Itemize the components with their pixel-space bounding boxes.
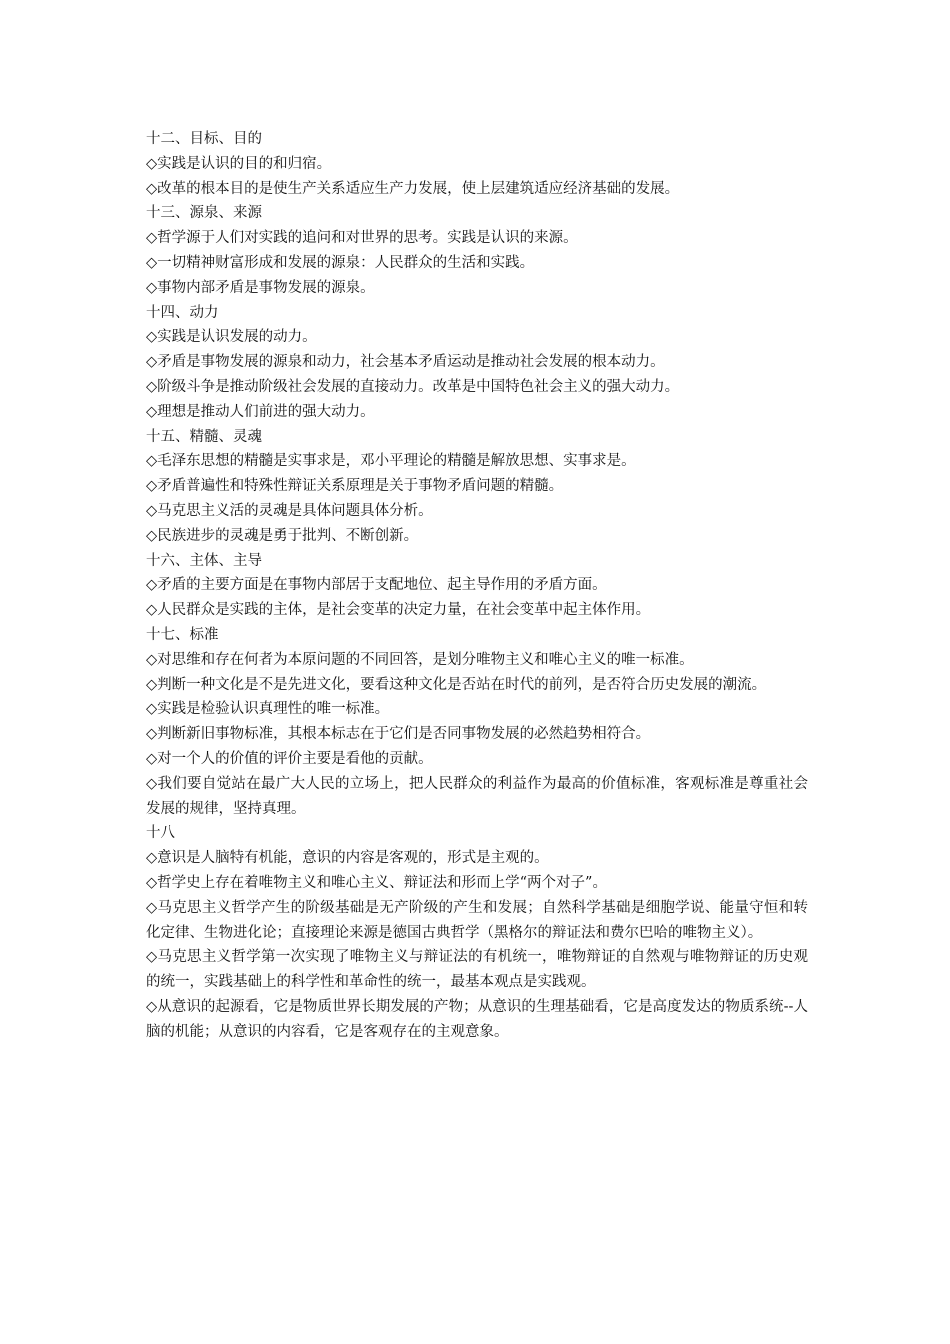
bullet-item: ◇人民群众是实践的主体，是社会变革的决定力量，在社会变革中起主体作用。 <box>146 602 651 619</box>
bullet-item: ◇实践是认识发展的动力。 <box>146 329 317 346</box>
section-heading-18: 十八 <box>146 825 175 842</box>
bullet-item: ◇实践是认识的目的和归宿。 <box>146 155 332 172</box>
bullet-item: ◇事物内部矛盾是事物发展的源泉。 <box>146 279 375 296</box>
bullet-item: ◇从意识的起源看，它是物质世界长期发展的产物；从意识的生理基础看，它是高度发达的物质系统--人脑的机能；从意识的内容看，它是客观存在的主观意象。 <box>146 998 808 1040</box>
section-heading-17: 十七、标准 <box>146 626 219 643</box>
section-heading-12: 十二、目标、目的 <box>146 131 262 147</box>
bullet-item: ◇马克思主义哲学第一次实现了唯物主义与辩证法的有机统一，唯物辩证的自然观与唯物辩证的历史观的统一，实践基础上的科学性和革命性的统一，最基本观点是实践观。 <box>146 949 808 991</box>
bullet-item: ◇矛盾的主要方面是在事物内部居于支配地位、起主导作用的矛盾方面。 <box>146 577 607 594</box>
bullet-item: ◇哲学史上存在着唯物主义和唯心主义、辩证法和形而上学“两个对子”。 <box>146 874 607 891</box>
bullet-item: ◇矛盾是事物发展的源泉和动力，社会基本矛盾运动是推动社会发展的根本动力。 <box>146 354 665 371</box>
bullet-item: ◇毛泽东思想的精髓是实事求是，邓小平理论的精髓是解放思想、实事求是。 <box>146 453 636 470</box>
bullet-item: ◇实践是检验认识真理性的唯一标准。 <box>146 701 390 718</box>
bullet-item: ◇阶级斗争是推动阶级社会发展的直接动力。改革是中国特色社会主义的强大动力。 <box>146 378 680 395</box>
bullet-item: ◇对思维和存在何者为本原问题的不同回答，是划分唯物主义和唯心主义的唯一标准。 <box>146 651 694 668</box>
bullet-item: ◇哲学源于人们对实践的追问和对世界的思考。实践是认识的来源。 <box>146 230 578 247</box>
bullet-item: ◇马克思主义活的灵魂是具体问题具体分析。 <box>146 502 433 519</box>
bullet-item: ◇判断新旧事物标准，其根本标志在于它们是否同事物发展的必然趋势相符合。 <box>146 726 651 743</box>
bullet-item: ◇改革的根本目的是使生产关系适应生产力发展，使上层建筑适应经济基础的发展。 <box>146 180 680 197</box>
bullet-item: ◇对一个人的价值的评价主要是看他的贡献。 <box>146 750 433 767</box>
bullet-item: ◇民族进步的灵魂是勇于批判、不断创新。 <box>146 527 419 544</box>
section-heading-13: 十三、源泉、来源 <box>146 205 262 222</box>
bullet-item: ◇矛盾普遍性和特殊性辩证关系原理是关于事物矛盾问题的精髓。 <box>146 478 564 495</box>
bullet-item: ◇理想是推动人们前进的强大动力。 <box>146 403 375 420</box>
bullet-item: ◇意识是人脑特有机能，意识的内容是客观的，形式是主观的。 <box>146 850 549 867</box>
section-heading-15: 十五、精髓、灵魂 <box>146 428 262 445</box>
bullet-item: ◇一切精神财富形成和发展的源泉：人民群众的生活和实践。 <box>146 254 535 271</box>
bullet-item: ◇我们要自觉站在最广大人民的立场上，把人民群众的利益作为最高的价值标准，客观标准是尊重社会发展的规律，坚持真理。 <box>146 775 808 817</box>
bullet-item: ◇马克思主义哲学产生的阶级基础是无产阶级的产生和发展；自然科学基础是细胞学说、能量守恒和转化定律、生物进化论；直接理论来源是德国古典哲学（黑格尔的辩证法和费尔巴哈的唯物主义）。 <box>146 899 808 941</box>
bullet-item: ◇判断一种文化是不是先进文化，要看这种文化是否站在时代的前列，是否符合历史发展的潮流。 <box>146 676 767 693</box>
document-body <box>146 127 808 1044</box>
section-heading-16: 十六、主体、主导 <box>146 552 262 569</box>
section-heading-14: 十四、动力 <box>146 304 219 321</box>
